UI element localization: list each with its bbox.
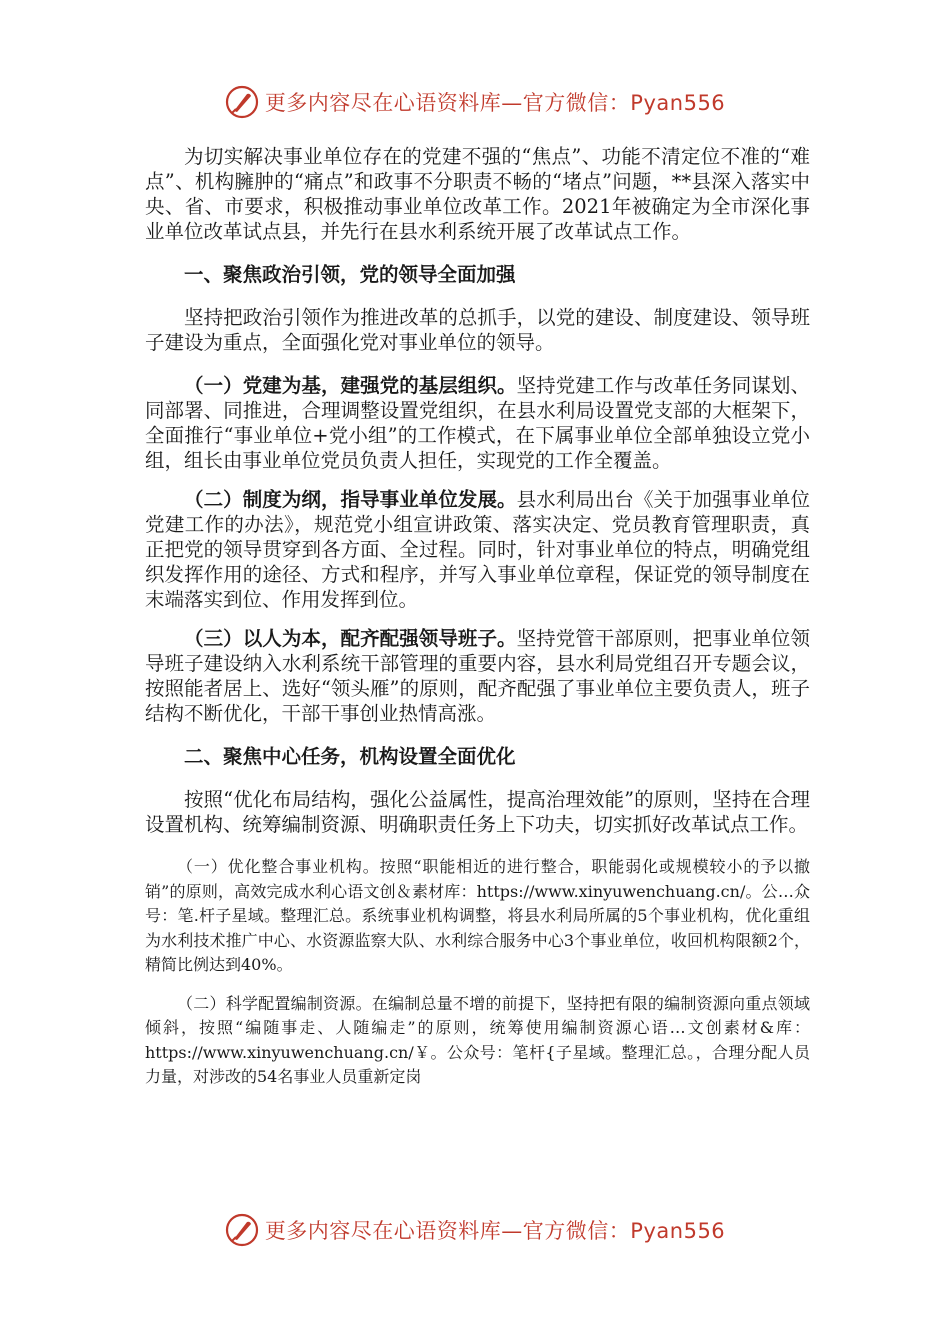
section1-heading: 一、聚焦政治引领，党的领导全面加强 (184, 263, 516, 286)
document-body (145, 144, 810, 1090)
item-text: 坚持党管干部原则，把事业单位领导班子建设纳入水利系统干部管理的重要内容，县水利局党组召开专题会议，按照能者居上、选好“领头雁”的原则，配齐配强了事业单位主要负责人，班子结构不断优化，干部干事创业热情高涨。 (145, 627, 810, 725)
quill-logo-icon (225, 85, 259, 119)
banner-text: 更多内容尽在心语资料库—官方微信：Pyan556 (264, 91, 726, 115)
section2-item-2: （二）科学配置编制资源。在编制总量不增的前提下，坚持把有限的编制资源向重点领域倾斜，按照“编随事走、人随编走”的原则，统筹使用编制资源心语…文创素材&库：https://www.xinyuwenchuang.cn/￥。公众号：笔杆{子星域。整理汇总。，合理分配人员力量，对涉改的54名事业人员重新定岗 (145, 993, 810, 1086)
section1-item-3 (145, 626, 810, 726)
section1-lead: 坚持把政治引领作为推进改革的总抓手，以党的建设、制度建设、领导班子建设为重点，全面强化党对事业单位的领导。 (145, 306, 810, 354)
section1-item-1 (145, 373, 810, 473)
item-text: 县水利局出台《关于加强事业单位党建工作的办法》，规范党小组宣讲政策、落实决定、党员教育管理职责，真正把党的领导贯穿到各方面、全过程。同时，针对事业单位的特点，明确党组织发挥作用的途径、方式和程序，并写入事业单位章程，保证党的领导制度在末端落实到位、作用发挥到位。 (145, 488, 810, 611)
banner-text: 更多内容尽在心语资料库—官方微信：Pyan556 (264, 1219, 726, 1243)
intro-paragraph: 为切实解决事业单位存在的党建不强的“焦点”、功能不清定位不准的“难点”、机构臃肿的“痛点”和政事不分职责不畅的“堵点”问题，**县深入落实中央、省、市要求，积极推动事业单位改革工作。2021年被确定为全市深化事业单位改革试点县，并先行在县水利系统开展了改革试点工作。 (145, 145, 810, 243)
footer-banner (0, 1210, 950, 1250)
section2-lead: 按照“优化布局结构，强化公益属性，提高治理效能”的原则，坚持在合理设置机构、统筹编制资源、明确职责任务上下功夫，切实抓好改革试点工作。 (145, 788, 810, 836)
item-text: 坚持党建工作与改革任务同谋划、同部署、同推进，合理调整设置党组织，在县水利局设置党支部的大框架下，全面推行“事业单位+党小组”的工作模式，在下属事业单位全部单独设立党小组，组长由事业单位党员负责人担任，实现党的工作全覆盖。 (145, 374, 810, 472)
section2-item-1: （一）优化整合事业机构。按照“职能相近的进行整合，职能弱化或规模较小的予以撤销”的原则，高效完成水利心语文创＆素材库：https://www.xinyuwenchuang.cn/。公…众号：笔.杆子星域。整理汇总。系统事业机构调整，将县水利局所属的5个事业机构，优化重组为水利技术推广中心、水资源监察大队、水利综合服务中心3个事业单位，收回机构限额2个，精简比例达到40%。 (145, 857, 810, 974)
item-title: （三）以人为本，配齐配强领导班子。 (184, 627, 517, 650)
item-title: （一）党建为基，建强党的基层组织。 (184, 374, 517, 397)
section2-heading: 二、聚焦中心任务，机构设置全面优化 (184, 745, 516, 768)
section1-item-2 (145, 487, 810, 612)
quill-logo-icon (225, 1213, 259, 1247)
item-title: （二）制度为纲，指导事业单位发展。 (184, 488, 517, 511)
header-banner (0, 82, 950, 122)
